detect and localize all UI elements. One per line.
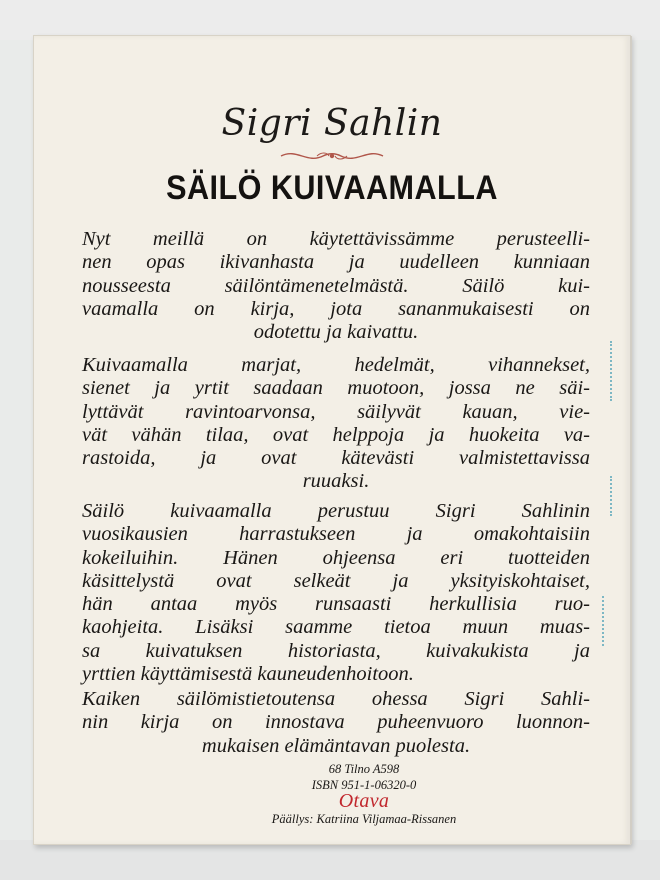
cover-edge: [630, 36, 632, 844]
text-line: odotettu ja kaivattu.: [253, 321, 419, 344]
background-surface-bottom: [0, 840, 660, 880]
author-name: Sigri Sahlin: [221, 103, 443, 144]
text-line: Säilö kuivaamalla perustuu Sigri Sahlinin: [82, 500, 590, 522]
isbn-number: ISBN 951-1-06320-0: [311, 778, 417, 792]
text-line: kokeiluihin. Hänen ohjeensa eri tuotteiden: [82, 546, 590, 569]
text-line: kaohjeita. Lisäksi saamme tietoa muun muas-: [82, 616, 590, 639]
text-line: nin kirja on innostava puheenvuoro luonnon-: [82, 711, 590, 734]
text-line: sa kuivatuksen historiasta, kuivakukista ja: [82, 639, 590, 662]
decorative-stitch: [604, 341, 612, 401]
text-line: vät vähän tilaa, ovat helppoja ja huokeita va-: [82, 423, 590, 446]
text-line: vaamalla on kirja, jota sananmukaisesti on: [82, 297, 590, 320]
text-line: sienet ja yrtit saadaan muotoon, jossa ne säi-: [82, 377, 590, 400]
decorative-stitch: [596, 596, 604, 646]
text-line: rastoida, ja ovat kätevästi valmistettavissa: [82, 447, 590, 470]
flourish-ornament: [277, 146, 387, 166]
text-line: mukaisen elämäntavan puolesta.: [201, 734, 471, 757]
text-line: käsittelystä ovat selkeät ja yksityiskohtaiset,: [82, 569, 590, 592]
book-back-cover: [33, 35, 631, 845]
text-line: lyttävät ravintoarvonsa, säilyvät kauan, vie-: [82, 400, 590, 423]
text-line: Kuivaamalla marjat, hedelmät, vihannekset,: [82, 354, 590, 376]
text-line: hän antaa myös runsaasti herkullisia ruo-: [82, 593, 590, 616]
text-line: vuosikausien harrastukseen ja omakohtaisiin: [82, 523, 590, 546]
blurb-paragraph-3: [82, 500, 590, 686]
book-title: SÄILÖ KUIVAAMALLA: [166, 169, 498, 207]
text-line: nousseesta säilöntämenetelmästä. Säilö kui-: [82, 274, 590, 297]
text-line: Kaiken säilömistietoutensa ohessa Sigri Sahli-: [82, 688, 590, 710]
text-line: ruuaksi.: [302, 470, 370, 493]
publisher-logo: Otava: [338, 790, 390, 812]
background-surface-top: [0, 0, 660, 40]
blurb-paragraph-2: [82, 354, 590, 494]
text-line: nen opas ikivanhasta ja uudelleen kunniaan: [82, 251, 590, 274]
decorative-stitch: [604, 476, 612, 516]
product-code: 68 Tilno A598: [328, 762, 400, 776]
blurb-paragraph-4: [82, 688, 590, 758]
blurb-paragraph-1: [82, 228, 590, 344]
text-line: Nyt meillä on käytettävissämme perusteelli-: [82, 228, 590, 250]
text-line: yrttien käyttämisestä kauneudenhoitoon.: [82, 663, 414, 686]
cover-credit: Päällys: Katriina Viljamaa-Rissanen: [271, 812, 457, 826]
